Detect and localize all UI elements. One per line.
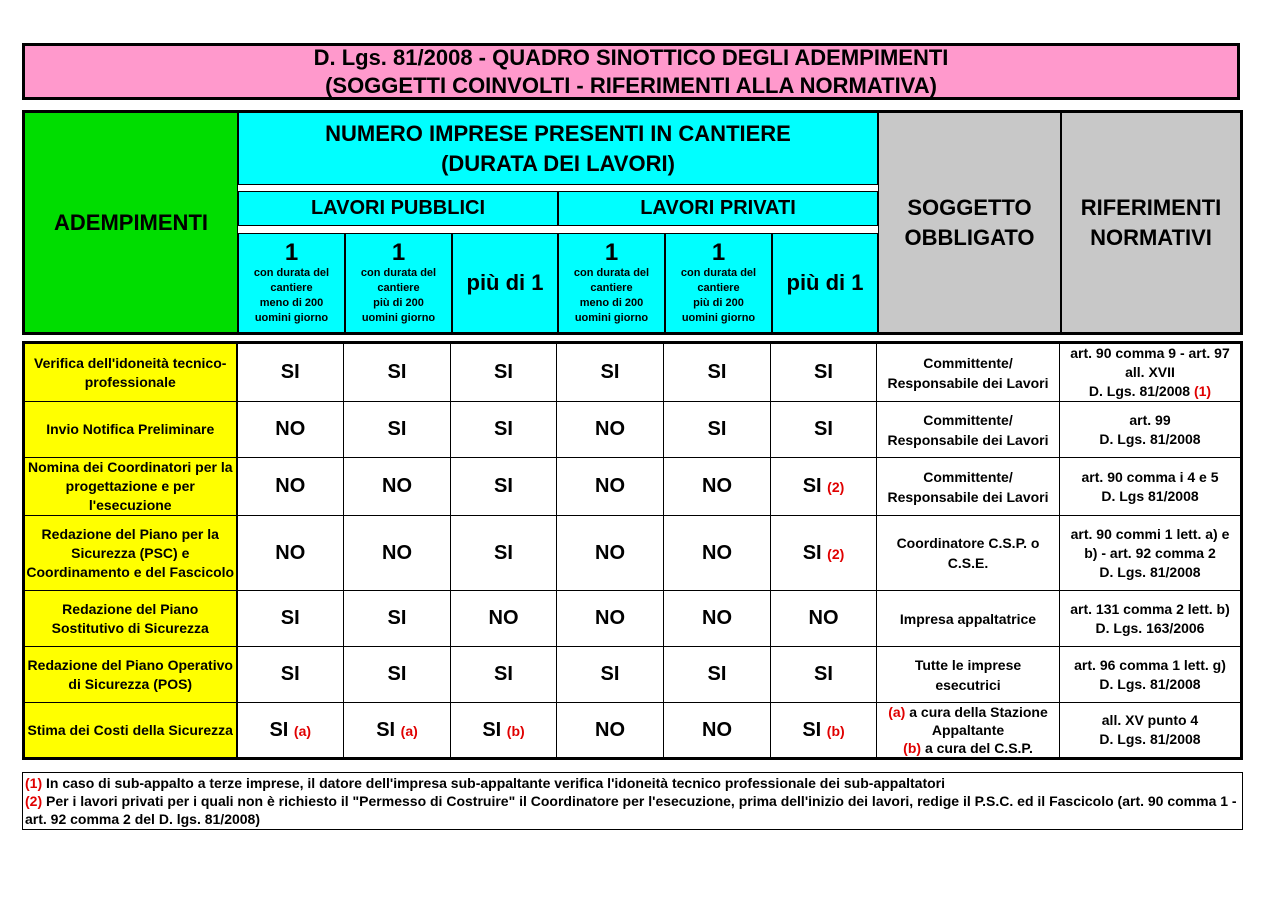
value-text: SI [280,607,300,629]
value-cell [664,402,771,458]
value-text: NO [595,541,625,564]
riferimenti-cell [1060,402,1242,458]
soggetto-line: Coordinatore C.S.P. o [896,535,1040,551]
value-text: SI [387,607,407,629]
subheader-text: cantiere [377,282,420,294]
value-text: SI [600,361,620,383]
value-text: NO [702,718,732,741]
subheader-pubblici-piu-di-1 [452,233,558,335]
value-cell [771,343,877,402]
riferimento-line [1060,411,1240,430]
riferimenti-cell [1060,516,1242,591]
header-lavori-pubblici: LAVORI PUBBLICI [238,191,558,226]
subheader-privati-piu-di-1 [772,233,878,335]
header-numero-line-2: (DURATA DEI LAVORI) [441,150,675,176]
soggetto-line: Responsabile dei Lavori [887,431,1049,448]
value-text: NO [702,541,732,564]
value-cell [344,343,451,402]
soggetto-text: Appaltante [931,722,1005,738]
soggetto-line: C.S.E. [947,555,989,571]
riferimento-text: D. Lgs. 81/2008 [1099,675,1201,692]
riferimento-text: D. Lgs. 81/2008 [1099,731,1201,747]
value-cell [771,402,877,458]
header-riferimenti-line-1: RIFERIMENTI [1080,195,1222,220]
soggetto-text: a cura della Stazione [909,704,1048,720]
riferimento-line [1060,382,1240,401]
riferimento-line [1060,730,1240,749]
header-lavori-privati: LAVORI PRIVATI [558,191,878,226]
footnote [25,792,1240,828]
riferimento-line [1060,711,1240,730]
value-cell [344,458,451,516]
subheader-count: 1 [391,239,406,266]
value-cell [557,647,664,703]
riferimento-text: art. 99 [1129,411,1171,428]
riferimento-text: D. Lgs. 163/2006 [1095,619,1205,636]
value-text: SI [387,663,407,685]
value-cell [771,458,877,516]
riferimento-line [1060,430,1240,449]
riferimento-line [1060,656,1240,675]
soggetto-line: Committente/ [923,411,1013,428]
soggetto-line: esecutrici [935,676,1001,693]
value-text: SI [494,663,513,685]
footnote-mark: (1) [25,775,43,791]
riferimento-text: art. 90 comma i 4 e 5 [1081,468,1219,485]
value-text: SI [600,663,620,685]
riferimento-line [1060,468,1240,487]
riferimento-text: art. 90 comma 9 - art. 97 [1070,345,1230,361]
value-text: SI [376,718,396,741]
value-cell [451,516,557,591]
value-cell [664,591,771,647]
soggetto-line [877,739,1059,757]
riferimento-note: (1) [1193,383,1212,399]
subheader-text: con durata del [680,267,757,279]
subheader-pubblici-meno-200 [238,233,345,335]
subheader-text: uomini giorno [574,312,649,324]
soggetto-cell [877,458,1060,516]
soggetto-cell [877,343,1060,402]
value-cell [664,647,771,703]
value-cell [451,591,557,647]
riferimenti-cell [1060,343,1242,402]
soggetto-line: Committente/ [923,354,1013,371]
value-cell [771,516,877,591]
soggetto-cell [877,703,1060,759]
value-cell [237,458,344,516]
riferimento-line [1060,487,1240,506]
value-cell [664,343,771,402]
value-text: NO [382,541,412,564]
value-text: SI [707,361,727,383]
value-text: SI [280,663,300,685]
soggetto-note: (b) [903,740,922,756]
value-cell [237,516,344,591]
riferimento-text: art. 131 comma 2 lett. b) [1070,600,1230,617]
value-cell [451,458,557,516]
soggetto-cell [877,591,1060,647]
subheader-text: cantiere [270,282,313,294]
value-text: SI [802,541,822,564]
value-cell [237,343,344,402]
riferimento-line [1060,619,1240,638]
soggetto-text: a cura del C.S.P. [924,740,1033,756]
subheader-count: 1 [284,239,299,266]
value-text: NO [275,541,306,564]
riferimento-text: D. Lgs 81/2008 [1101,487,1199,504]
value-text: SI [494,541,513,564]
value-text: SI [494,361,513,383]
value-cell [237,647,344,703]
subheader-text: meno di 200 [579,297,644,309]
value-text: SI [802,475,822,497]
value-note: (a) [400,722,418,739]
table-row [24,343,1242,402]
soggetto-line: Committente/ [923,468,1013,485]
soggetto-line: Responsabile dei Lavori [887,488,1049,505]
riferimento-text: all. XVII [1125,364,1175,380]
soggetto-cell [877,402,1060,458]
page-title [22,43,1240,100]
value-text: NO [595,718,625,741]
value-cell [557,458,664,516]
value-text: SI [814,418,833,440]
value-cell [771,647,877,703]
riferimento-line [1060,525,1240,544]
subheader-text: più di 1 [466,270,544,295]
value-cell [664,458,771,516]
value-cell [771,703,877,759]
soggetto-line [877,721,1059,739]
value-cell [557,703,664,759]
header-soggetto-line-2: OBBLIGATO [904,225,1035,250]
riferimento-text: D. Lgs. 81/2008 [1099,563,1201,580]
title-line-2: (SOGGETTI COINVOLTI - RIFERIMENTI ALLA NORMATIVA) [325,72,937,98]
riferimento-line [1060,363,1240,382]
header-numero-line-1: NUMERO IMPRESE PRESENTI IN CANTIERE [325,120,791,146]
subheader-count: 1 [711,239,726,266]
table-row [24,458,1242,516]
header-separator [238,185,878,189]
riferimento-text: D. Lgs. 81/2008 [1088,383,1191,399]
value-cell [344,591,451,647]
subheader-text: con durata del [253,267,330,279]
soggetto-note: (a) [888,704,906,720]
value-cell [451,703,557,759]
value-cell [237,703,344,759]
title-line-1: D. Lgs. 81/2008 - QUADRO SINOTTICO DEGLI ADEMPIMENTI [313,44,949,70]
riferimento-text: D. Lgs. 81/2008 [1099,430,1201,447]
value-text: NO [595,607,625,629]
value-text: SI [707,418,727,440]
adempimento-label: Verifica dell'idoneità tecnico-professionale [24,343,237,402]
table-row [24,402,1242,458]
soggetto-cell [877,647,1060,703]
subheader-count: 1 [604,239,619,266]
soggetto-line: Impresa appaltatrice [899,610,1037,627]
riferimento-line [1060,675,1240,694]
value-cell [557,402,664,458]
soggetto-cell [877,516,1060,591]
riferimento-text: art. 90 commi 1 lett. a) e [1070,525,1230,542]
value-text: NO [808,607,839,629]
value-text: SI [494,475,513,497]
value-text: SI [387,361,407,383]
value-text: SI [482,718,502,741]
value-note: (a) [293,722,312,739]
value-text: NO [275,418,306,440]
value-text: NO [488,607,519,629]
value-cell [557,591,664,647]
value-cell [344,647,451,703]
footnote [25,774,1240,792]
subheader-text: più di 1 [786,270,864,295]
adempimento-label: Invio Notifica Preliminare [24,402,237,458]
value-cell [451,647,557,703]
riferimento-text: art. 96 comma 1 lett. g) [1074,656,1226,673]
subheader-text: con durata del [360,267,437,279]
value-text: NO [382,475,412,497]
adempimenti-table [22,341,1243,760]
subheader-text: meno di 200 [259,297,324,309]
value-text: NO [595,418,625,440]
value-text: SI [814,663,833,685]
value-text: SI [269,718,289,741]
soggetto-line [877,703,1059,721]
subheader-text: cantiere [590,282,633,294]
riferimenti-cell [1060,703,1242,759]
subheader-text: con durata del [573,267,650,279]
value-cell [344,402,451,458]
riferimento-line [1060,563,1240,582]
subheader-pubblici-piu-200 [345,233,452,335]
header-soggetto-line-1: SOGGETTO [907,195,1032,220]
subheader-text: cantiere [697,282,740,294]
value-cell [451,402,557,458]
value-cell [664,703,771,759]
value-cell [771,591,877,647]
riferimento-text: b) - art. 92 comma 2 [1084,544,1216,561]
adempimento-label: Redazione del Piano per la Sicurezza (PSC) e Coordinamento e del Fascicolo [24,516,237,591]
header-riferimenti-normativi [1061,110,1243,335]
value-text: SI [280,361,300,383]
value-text: NO [275,475,306,497]
value-cell [664,516,771,591]
value-cell [344,516,451,591]
table-row [24,647,1242,703]
header-riferimenti-line-2: NORMATIVI [1090,225,1212,250]
subheader-text: più di 200 [693,297,744,309]
subheader-text: uomini giorno [254,312,329,324]
table-row [24,703,1242,759]
value-cell [344,703,451,759]
value-cell [237,402,344,458]
adempimento-label: Redazione del Piano Sostitutivo di Sicurezza [24,591,237,647]
value-text: SI [387,418,407,440]
riferimenti-cell [1060,458,1242,516]
value-text: SI [707,663,727,685]
value-text: SI [494,418,513,440]
riferimento-line [1060,344,1240,363]
value-text: NO [702,607,732,629]
subheader-text: più di 200 [373,297,424,309]
riferimento-text: all. XV punto 4 [1101,712,1199,728]
adempimento-label: Stima dei Costi della Sicurezza [24,703,237,759]
riferimenti-cell [1060,591,1242,647]
value-text: NO [702,475,732,497]
adempimento-label: Nomina dei Coordinatori per la progettazione e per l'esecuzione [24,458,237,516]
value-text: SI [802,718,822,741]
footnote-mark: (2) [25,793,43,809]
subheader-privati-piu-200 [665,233,772,335]
riferimenti-cell [1060,647,1242,703]
value-cell [237,591,344,647]
value-note: (b) [826,722,845,739]
header-adempimenti: ADEMPIMENTI [22,110,238,335]
value-text: SI [814,361,833,383]
value-cell [451,343,557,402]
header-numero-imprese [238,110,878,185]
footnote-text: Per i lavori privati per i quali non è richiesto il "Permesso di Costruire" il Coordinatore per l'esecuzione, prima dell'inizio dei lavori, redige il P.S.C. ed il Fascicolo (art. 90 comma 1 - art. 92 comma 2 del D. lgs. 81/2008) [25,793,1237,827]
soggetto-line: Responsabile dei Lavori [887,374,1049,391]
value-note: (b) [506,722,525,739]
value-note: (2) [827,545,845,562]
soggetto-line: Tutte le imprese [914,656,1022,673]
value-cell [557,516,664,591]
subheader-text: uomini giorno [681,312,756,324]
value-text: NO [595,475,625,497]
header-soggetto-obbligato [878,110,1061,335]
subheader-privati-meno-200 [558,233,665,335]
riferimento-line [1060,544,1240,563]
footnotes [22,772,1243,830]
header-separator [238,226,878,233]
value-note: (2) [827,479,845,495]
subheader-text: uomini giorno [361,312,436,324]
table-row [24,516,1242,591]
table-row [24,591,1242,647]
adempimento-label: Redazione del Piano Operativo di Sicurezza (POS) [24,647,237,703]
riferimento-line [1060,600,1240,619]
value-cell [557,343,664,402]
footnote-text: In caso di sub-appalto a terze imprese, il datore dell'impresa sub-appaltante verifica l'idoneità tecnico professionale dei sub-appaltatori [46,775,946,791]
